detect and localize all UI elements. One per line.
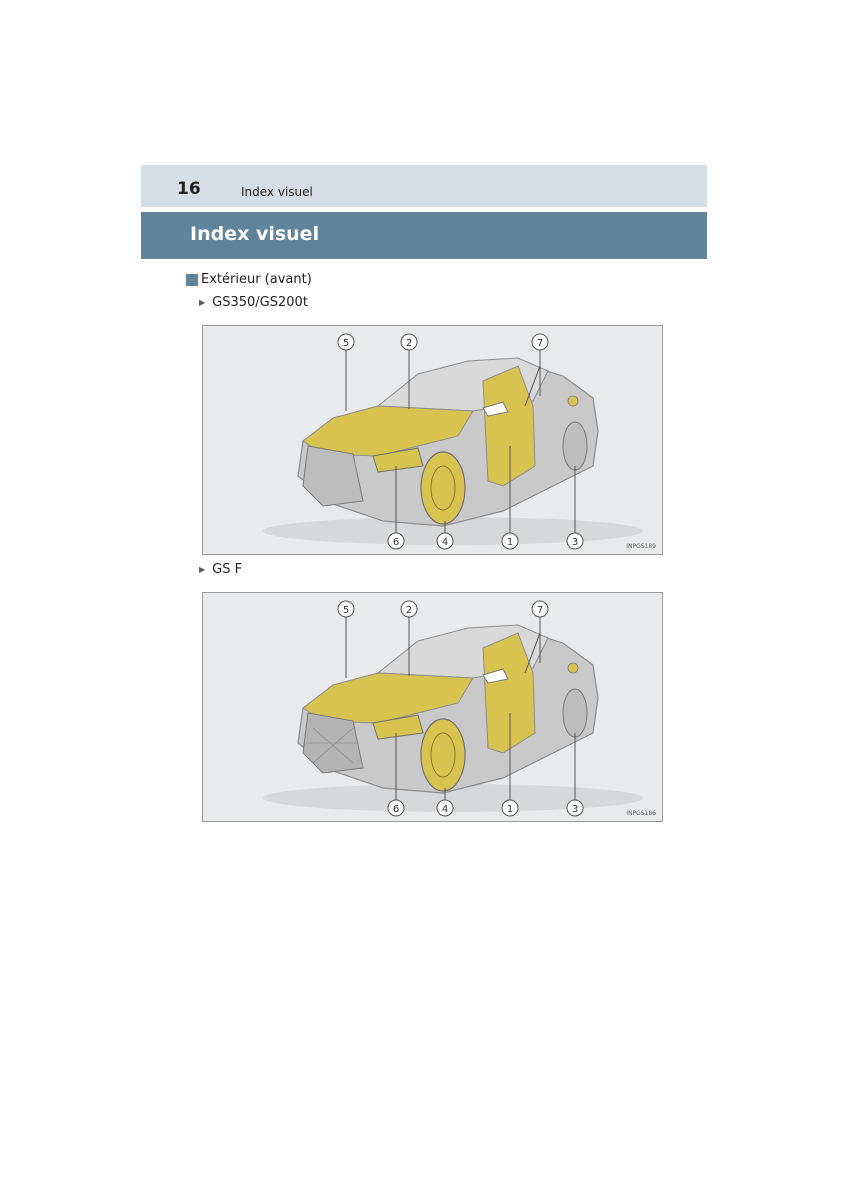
car-drawing [203, 326, 664, 556]
square-bullet-icon [186, 274, 198, 286]
car-illustration-2 [202, 592, 663, 822]
car-illustration-1 [202, 325, 663, 555]
callout-3: 3 [571, 537, 579, 548]
car-drawing [203, 593, 664, 823]
page-number: 16 [177, 179, 201, 199]
page-title: Index visuel [190, 223, 320, 245]
callout-5: 5 [342, 338, 350, 349]
callout-3: 3 [571, 804, 579, 815]
section-heading [186, 272, 312, 287]
callout-2: 2 [405, 605, 413, 616]
variant-label-1 [199, 295, 308, 310]
callout-6: 6 [392, 804, 400, 815]
callout-4: 4 [441, 537, 449, 548]
section-heading-text: Extérieur (avant) [201, 272, 312, 287]
figure-code: INPGS186 [626, 810, 656, 817]
variant-label-text: GS F [212, 562, 243, 577]
triangle-bullet-icon: ▶ [199, 565, 206, 574]
figure-code: INPGS189 [626, 543, 656, 550]
callout-7: 7 [536, 338, 544, 349]
triangle-bullet-icon: ▶ [199, 298, 206, 307]
callout-7: 7 [536, 605, 544, 616]
callout-6: 6 [392, 537, 400, 548]
callout-1: 1 [506, 804, 514, 815]
variant-label-2 [199, 562, 242, 577]
callout-1: 1 [506, 537, 514, 548]
callout-5: 5 [342, 605, 350, 616]
callout-2: 2 [405, 338, 413, 349]
title-banner [141, 212, 707, 259]
header-section-title: Index visuel [241, 185, 313, 199]
page-header [141, 165, 707, 207]
variant-label-text: GS350/GS200t [212, 295, 308, 310]
callout-4: 4 [441, 804, 449, 815]
